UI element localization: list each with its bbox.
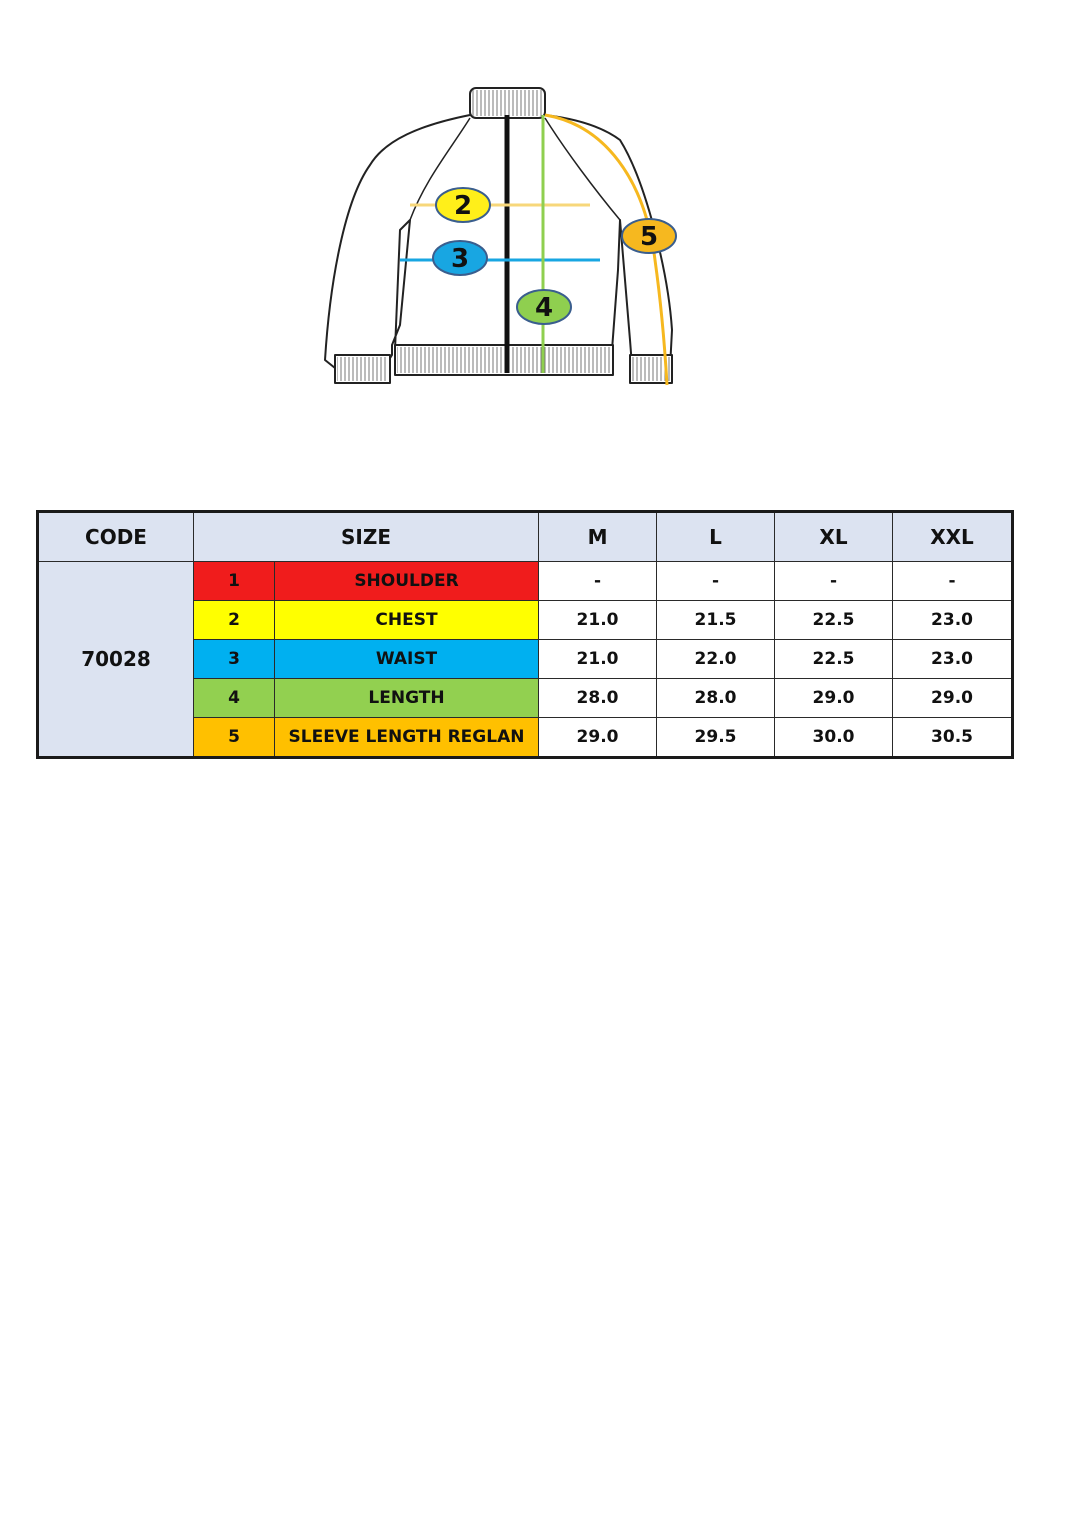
measurement-value: 21.0 <box>539 601 657 640</box>
svg-text:3: 3 <box>450 244 470 274</box>
size-col-l: L <box>657 512 775 562</box>
marker-4 <box>517 290 571 324</box>
measurement-value: 29.0 <box>893 679 1013 718</box>
measurement-value: 22.5 <box>775 640 893 679</box>
measurement-value: 28.0 <box>657 679 775 718</box>
svg-text:5: 5 <box>639 222 659 252</box>
svg-text:4: 4 <box>534 293 554 323</box>
measurement-value: 21.0 <box>539 640 657 679</box>
measurement-number: 4 <box>194 679 275 718</box>
measurement-value: - <box>539 562 657 601</box>
size-col-m: M <box>539 512 657 562</box>
measurement-number: 1 <box>194 562 275 601</box>
measurement-value: 23.0 <box>893 601 1013 640</box>
measurement-value: 29.0 <box>539 718 657 758</box>
jacket-outline <box>325 88 672 383</box>
size-chart-table <box>36 510 1014 759</box>
marker-3 <box>433 241 487 275</box>
size-col-xl: XL <box>775 512 893 562</box>
marker-5 <box>622 219 676 253</box>
jacket-measurement-diagram <box>300 70 720 400</box>
measurement-value: - <box>893 562 1013 601</box>
measurement-value: - <box>775 562 893 601</box>
measurement-value: 30.0 <box>775 718 893 758</box>
measurement-name: LENGTH <box>275 679 539 718</box>
measurement-number: 5 <box>194 718 275 758</box>
table-row <box>38 562 1013 601</box>
measurement-value: 23.0 <box>893 640 1013 679</box>
product-code: 70028 <box>38 562 194 758</box>
measurement-number: 2 <box>194 601 275 640</box>
measurement-value: 29.0 <box>775 679 893 718</box>
measurement-value: 21.5 <box>657 601 775 640</box>
measurement-value: - <box>657 562 775 601</box>
measurement-name: SHOULDER <box>275 562 539 601</box>
measurement-number: 3 <box>194 640 275 679</box>
measurement-name: WAIST <box>275 640 539 679</box>
svg-text:2: 2 <box>453 191 473 221</box>
size-col-xxl: XXL <box>893 512 1013 562</box>
measurement-value: 28.0 <box>539 679 657 718</box>
marker-2 <box>436 188 490 222</box>
measurement-name: SLEEVE LENGTH REGLAN <box>275 718 539 758</box>
measurement-name: CHEST <box>275 601 539 640</box>
size-header: SIZE <box>194 512 539 562</box>
measurement-value: 29.5 <box>657 718 775 758</box>
measurement-value: 30.5 <box>893 718 1013 758</box>
measurement-value: 22.5 <box>775 601 893 640</box>
header-row <box>38 512 1013 562</box>
code-header: CODE <box>38 512 194 562</box>
measurement-value: 22.0 <box>657 640 775 679</box>
